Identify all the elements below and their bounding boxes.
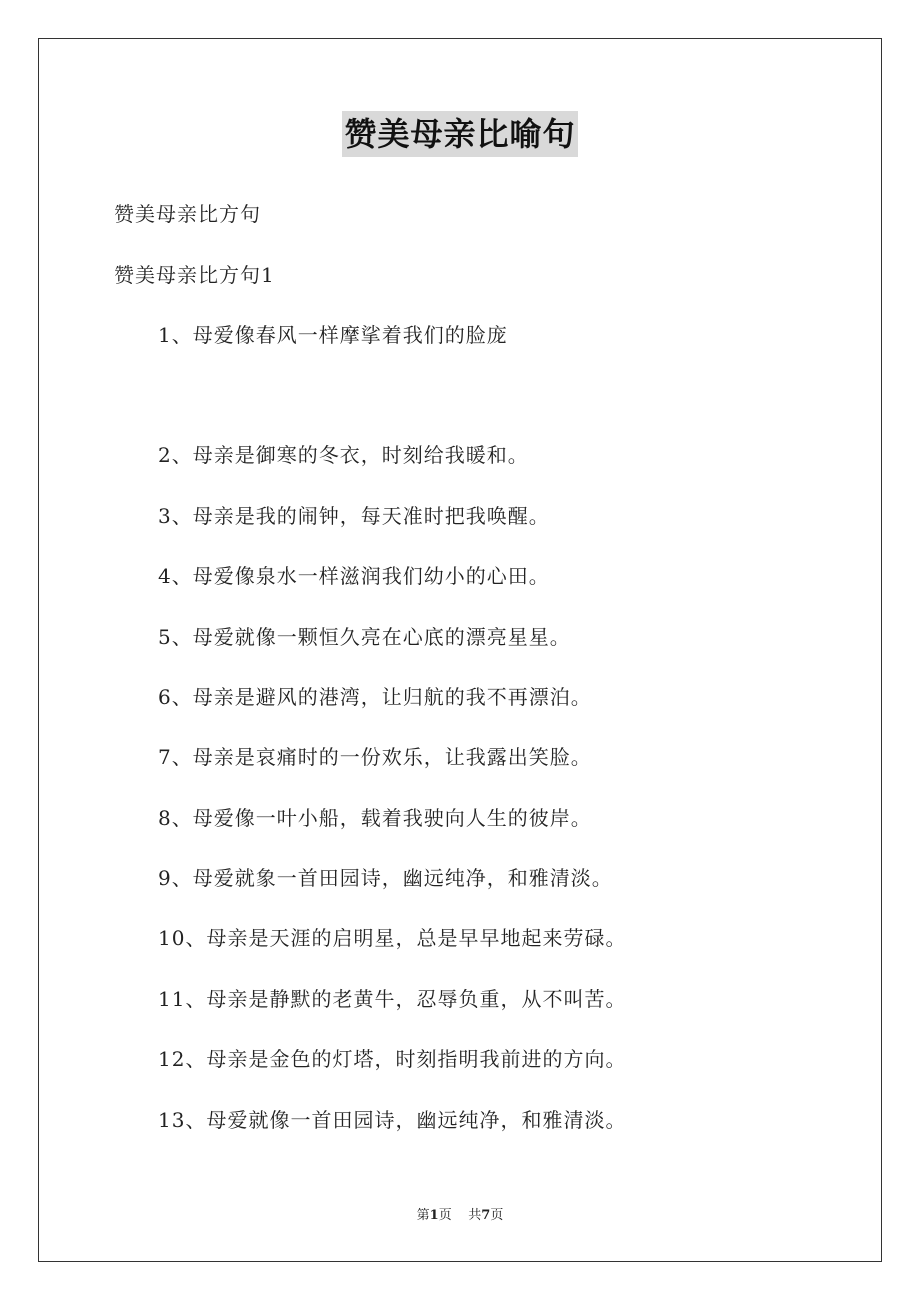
subheading-2: 赞美母亲比方句1 (114, 263, 275, 287)
list-item-10: 10、母亲是天涯的启明星，总是早早地起来劳碌。 (158, 926, 627, 950)
total-suffix: 页 (490, 1208, 504, 1223)
total-pages: 7 (481, 1208, 491, 1223)
list-item-9: 9、母爱就象一首田园诗，幽远纯净，和雅清淡。 (158, 866, 613, 890)
list-item-11: 11、母亲是静默的老黄牛，忍辱负重，从不叫苦。 (158, 987, 627, 1011)
list-item-6: 6、母亲是避风的港湾，让归航的我不再漂泊。 (158, 685, 592, 709)
list-item-7: 7、母亲是哀痛时的一份欢乐，让我露出笑脸。 (158, 745, 592, 769)
page-suffix: 页 (438, 1208, 452, 1223)
subheading-1: 赞美母亲比方句 (114, 202, 261, 226)
page-number: 1 (429, 1208, 439, 1223)
list-item-2: 2、母亲是御寒的冬衣，时刻给我暖和。 (158, 443, 529, 467)
list-item-5: 5、母爱就像一颗恒久亮在心底的漂亮星星。 (158, 625, 571, 649)
list-item-8: 8、母爱像一叶小船，载着我驶向人生的彼岸。 (158, 806, 592, 830)
list-item-12: 12、母亲是金色的灯塔，时刻指明我前进的方向。 (158, 1047, 627, 1071)
document-title (0, 111, 920, 157)
total-prefix: 共 (468, 1208, 482, 1223)
page-footer (0, 1207, 920, 1225)
list-item-13: 13、母爱就像一首田园诗，幽远纯净，和雅清淡。 (158, 1108, 627, 1132)
list-item-3: 3、母亲是我的闹钟，每天准时把我唤醒。 (158, 504, 550, 528)
list-item-4: 4、母爱像泉水一样滋润我们幼小的心田。 (158, 564, 550, 588)
page-prefix: 第 (416, 1208, 430, 1223)
list-item-1: 1、母爱像春风一样摩挲着我们的脸庞 (158, 323, 508, 347)
title-text: 赞美母亲比喻句 (342, 111, 577, 157)
